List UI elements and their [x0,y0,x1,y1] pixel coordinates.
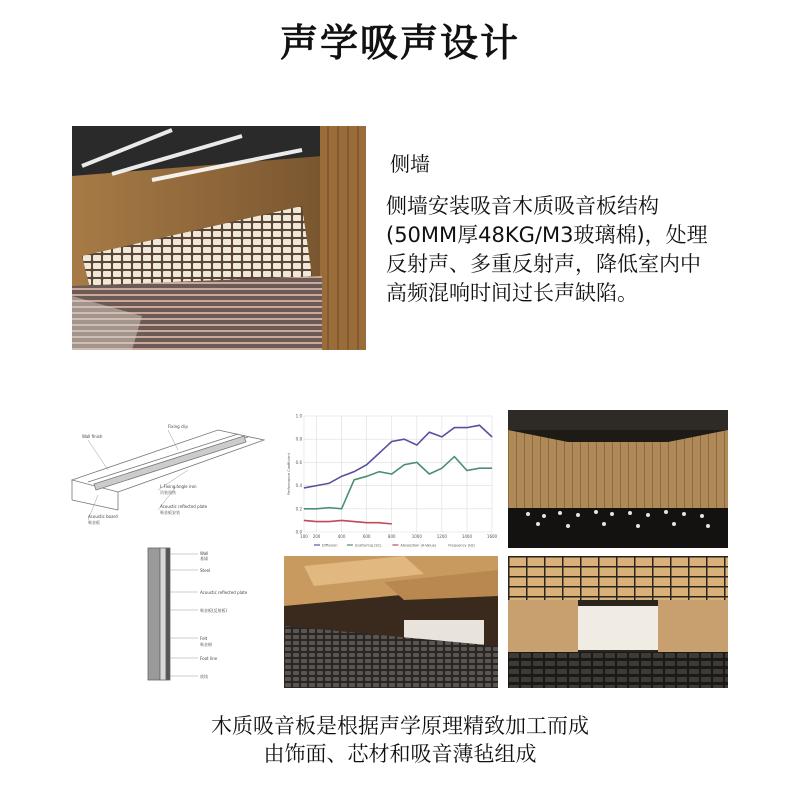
y-tick-label-0: 0.0 [295,529,302,535]
diagram-label-bottom-5: Felt [200,636,208,641]
series-0-point-4 [354,471,355,472]
x-tick-label-1: 200 [312,534,321,539]
side-wall-description: 侧墙安装吸音木质吸音板结构(50MM厚48KG/M3玻璃棉)，处理反射声、多重反射声，降低室内中高频混响时间过长声缺陷。 [386,194,708,305]
diagram-label-top-5: 吸音板安装 [160,510,180,515]
series-1-point-4 [354,479,355,480]
acoustic-performance-chart [284,410,498,550]
series-2-point-1 [316,521,317,522]
diagram-label-bottom-1: 基墙 [200,556,208,561]
diagram-label-bottom-6: 吸音棉 [200,642,212,647]
series-1-point-14 [479,468,480,469]
series-0-point-1 [316,485,317,486]
legend-extra: Frequency (Hz) [448,543,475,548]
auditorium-ceiling-photo [284,556,498,688]
diagram-label-bottom-2: Steel [200,568,211,573]
x-tick-label-6: 1200 [436,534,447,539]
bottom-caption [0,712,800,768]
side-wall-label: 侧墙 [390,152,430,176]
x-tick-label-4: 800 [387,534,396,539]
x-tick-label-0: 100 [300,534,308,539]
legend-entry-1: Scattering (SC) [354,543,382,548]
bottom-caption-line-1: 木质吸音板是根据声学原理精致加工而成 [211,714,589,738]
bottom-caption-line-2: 由饰面、芯材和吸音薄毡组成 [263,742,537,766]
diagram-label-bottom-3: Acoustic reflected plate [200,590,248,595]
x-tick-label-5: 1000 [411,534,422,539]
series-0-point-8 [404,439,405,440]
diagram-label-top-1: Fixing clip [168,424,188,429]
auditorium-stage-photo [508,556,728,688]
series-1-point-5 [366,476,367,477]
series-2-point-7 [391,523,392,524]
series-1-point-13 [467,470,468,471]
series-0-point-3 [341,476,342,477]
series-1-point-2 [329,507,330,508]
series-1-point-3 [341,508,342,509]
y-tick-label-1: 0.2 [295,506,302,512]
diagram-label-top-2: L-Fixing angle iron [160,484,197,489]
series-line-0 [304,425,492,488]
concert-hall-orchestra-photo [508,410,728,548]
series-1-point-7 [391,474,392,475]
series-0-point-7 [391,441,392,442]
series-0-point-2 [329,483,330,484]
series-1-point-12 [454,456,455,457]
x-tick-label-8: 1600 [486,534,498,539]
diagram-label-top-3: 吊装角铁 [160,490,176,495]
series-0-point-13 [467,427,468,428]
y-tick-label-2: 0.4 [295,483,302,489]
series-2-point-6 [379,522,380,523]
x-tick-label-2: 400 [337,534,346,539]
series-1-point-0 [304,508,305,509]
y-tick-label-3: 0.6 [295,459,302,465]
series-1-point-9 [416,462,417,463]
series-0-point-6 [379,453,380,454]
series-line-2 [304,520,392,523]
series-2-point-4 [354,521,355,522]
legend-entry-0: Diffusion [322,543,338,548]
series-1-point-11 [441,468,442,469]
series-0-point-15 [492,436,493,437]
auditorium-photo [72,126,366,350]
series-line-1 [304,457,492,509]
y-tick-label-4: 0.8 [295,436,302,442]
series-2-point-5 [366,522,367,523]
diagram-label-top-6: Acoustic board [88,514,118,519]
series-0-point-12 [454,427,455,428]
y-axis-label: Performance Coefficient [287,452,291,496]
series-1-point-10 [429,474,430,475]
page-title: 声学吸声设计 [279,21,520,65]
diagram-label-top-4: Acoustic reflected plate [160,504,208,509]
diagram-label-bottom-4: 吸音板(反射板) [200,608,228,613]
diagram-label-bottom-7: Foot line [200,656,218,661]
series-0-point-0 [304,488,305,489]
series-0-point-9 [416,445,417,446]
y-tick-label-5: 1.0 [295,413,302,419]
series-1-point-15 [492,468,493,469]
installation-diagram [68,410,268,690]
legend-entry-2: Absorption (A-Value) [400,543,437,548]
x-tick-label-7: 1400 [461,534,473,539]
series-1-point-6 [379,471,380,472]
series-2-point-3 [341,520,342,521]
diagram-label-bottom-0: Wall [200,551,209,556]
series-1-point-8 [404,464,405,465]
series-0-point-11 [441,436,442,437]
diagram-label-top-0: Wall finish [82,434,103,439]
series-2-point-2 [329,521,330,522]
diagram-label-top-7: 吸音板 [88,520,100,525]
series-1-point-1 [316,508,317,509]
series-0-point-5 [366,464,367,465]
diagram-label-bottom-8: 底线 [200,674,208,679]
series-2-point-0 [304,520,305,521]
series-0-point-10 [429,432,430,433]
x-tick-label-3: 600 [362,534,371,539]
series-0-point-14 [479,425,480,426]
